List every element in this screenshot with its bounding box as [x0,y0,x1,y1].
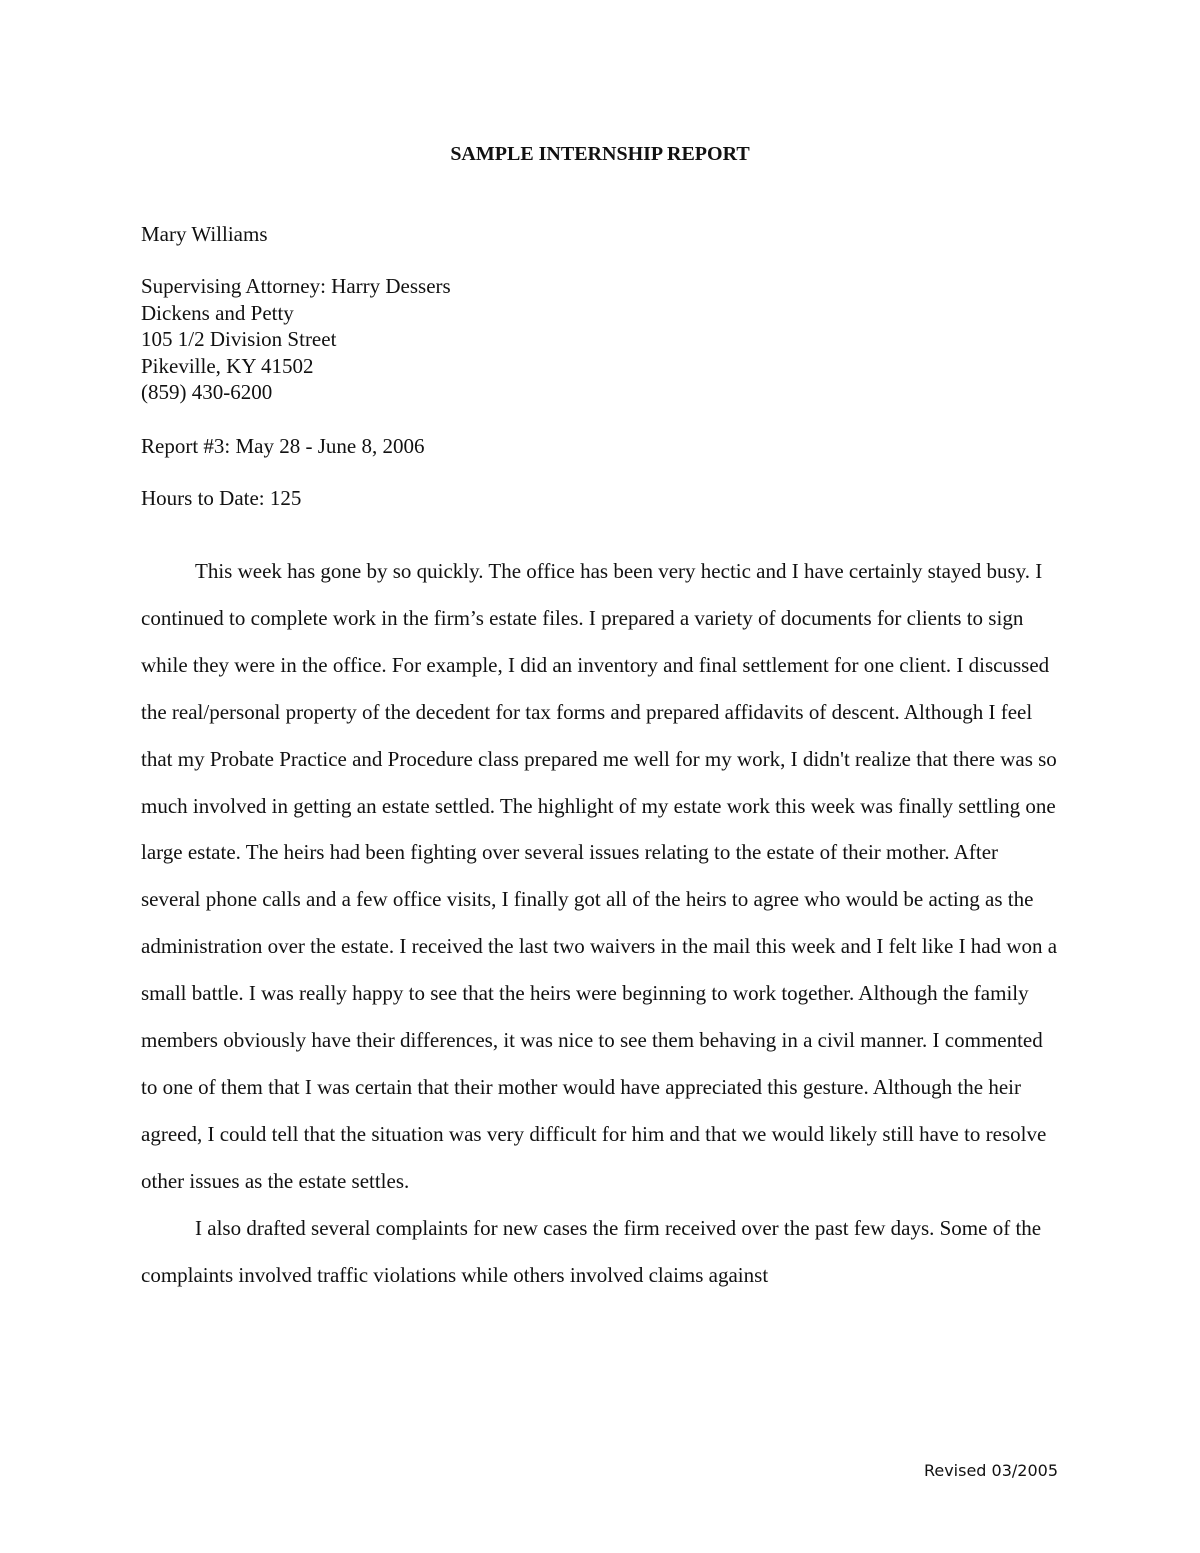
firm-name: Dickens and Petty [141,300,294,325]
firm-city-state-zip: Pikeville, KY 41502 [141,353,314,378]
supervisor-line: Supervising Attorney: Harry Dessers [141,274,451,298]
body-paragraph-1: This week has gone by so quickly. The office has been very hectic and I have certainly stayed busy. I continued to complete work in the firm’s estate files. I prepared a variety of documents for clients to sign while they were in the office. For example, I did an inventory and final settlement for one client. I discussed the real/personal property of the decedent for tax forms and prepared affidavits of descent. Although I feel that my Probate Practice and Procedure class prepared me well for my work, I didn't realize that there was so much involved in getting an estate settled. The highlight of my estate work this week was finally settling one large estate. The heirs had been fighting over several issues relating to the estate of their mother. After several phone calls and a few office visits, I finally got all of the heirs to agree who would be acting as the administration over the estate. I received the last two waivers in the mail this week and I felt like I had won a small battle. I was really happy to see that the heirs were beginning to work together. Although the family members obviously have their differences, it was nice to see them behaving in a civil manner. I commented to one of them that I was certain that their mother would have appreciated this gesture. Although the heir agreed, I could tell that the situation was very difficult for him and that we would likely still have to resolve other issues as the estate settles. [141,559,1058,1193]
report-body [141,548,1061,1299]
firm-street: 105 1/2 Division Street [141,327,337,351]
hours-to-date: Hours to Date: 125 [141,486,302,510]
revision-footer: Revised 03/2005 [923,1461,1058,1480]
body-paragraph-2: I also drafted several complaints for new cases the firm received over the past few days. Some of the complaints involved traffic violations while others involved claims against [141,1215,1042,1287]
firm-phone: (859) 430-6200 [141,380,273,404]
report-period: Report #3: May 28 - June 8, 2006 [141,434,425,458]
student-name: Mary Williams [141,222,268,246]
report-title: SAMPLE INTERNSHIP REPORT [450,143,750,165]
